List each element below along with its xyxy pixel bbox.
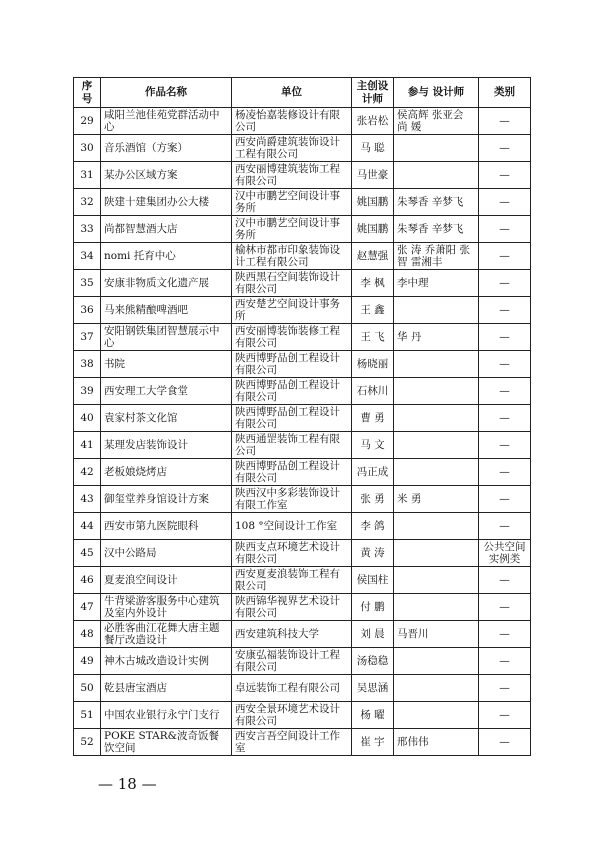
table-body	[74, 108, 531, 756]
table-row	[74, 243, 531, 270]
cell-unit: 陕西汉中多彩装饰设计有限工作室	[232, 486, 352, 513]
cell-unit: 陕西锦华视界艺术设计有限公司	[232, 594, 352, 621]
cell-unit: 陕西博野品创工程设计有限公司	[232, 351, 352, 378]
table-row	[74, 162, 531, 189]
cell-lead-designer: 曹 勇	[352, 405, 394, 432]
cell-lead-designer: 刘 晨	[352, 621, 394, 648]
cell-lead-designer: 石林川	[352, 378, 394, 405]
header-num: 序号	[74, 78, 101, 108]
cell-category: —	[479, 216, 531, 243]
cell-lead-designer: 马 聪	[352, 135, 394, 162]
cell-participant-designers	[394, 297, 479, 324]
cell-unit: 榆林市都市印象装饰设计工程有限公司	[232, 243, 352, 270]
cell-participant-designers	[394, 513, 479, 540]
cell-lead-designer: 赵慧强	[352, 243, 394, 270]
cell-work-title: 牛背梁游客服务中心建筑及室内外设计	[101, 594, 232, 621]
table-row	[74, 567, 531, 594]
cell-participant-designers: 朱琴香 辛梦飞	[394, 216, 479, 243]
cell-unit: 西安全景环境艺术设计有限公司	[232, 702, 352, 729]
cell-work-title: 神木古城改造设计实例	[101, 648, 232, 675]
table-row	[74, 540, 531, 567]
cell-work-title: 书院	[101, 351, 232, 378]
cell-num: 30	[74, 135, 101, 162]
cell-unit: 陕西黑石空间装饰设计有限公司	[232, 270, 352, 297]
cell-lead-designer: 杨 曜	[352, 702, 394, 729]
table-header-row	[74, 78, 531, 108]
cell-unit: 西安丽博建筑装饰工程有限公司	[232, 162, 352, 189]
cell-lead-designer: 吴思涵	[352, 675, 394, 702]
table-row	[74, 621, 531, 648]
cell-lead-designer: 李 枫	[352, 270, 394, 297]
table-row	[74, 432, 531, 459]
cell-participant-designers: 张 涛 乔萧阳 张 智 雷湘丰	[394, 243, 479, 270]
cell-work-title: 音乐酒馆（方案）	[101, 135, 232, 162]
cell-lead-designer: 张 勇	[352, 486, 394, 513]
cell-work-title: 马来熊精酿啤酒吧	[101, 297, 232, 324]
cell-lead-designer: 马 文	[352, 432, 394, 459]
table-row	[74, 378, 531, 405]
cell-lead-designer: 王 飞	[352, 324, 394, 351]
cell-work-title: 尚都智慧酒大店	[101, 216, 232, 243]
table-row	[74, 270, 531, 297]
cell-category: —	[479, 378, 531, 405]
cell-num: 40	[74, 405, 101, 432]
table-row	[74, 324, 531, 351]
cell-work-title: 袁家村茶文化馆	[101, 405, 232, 432]
cell-participant-designers: 邢伟伟	[394, 729, 479, 756]
cell-num: 38	[74, 351, 101, 378]
cell-participant-designers	[394, 351, 479, 378]
cell-unit: 杨凌怡嘉装修设计有限公司	[232, 108, 352, 135]
cell-category: —	[479, 135, 531, 162]
cell-participant-designers	[394, 162, 479, 189]
cell-lead-designer: 杨晓丽	[352, 351, 394, 378]
cell-lead-designer: 张岩松	[352, 108, 394, 135]
cell-unit: 陕西通罡装饰工程有限公司	[232, 432, 352, 459]
table-row	[74, 486, 531, 513]
cell-category: —	[479, 648, 531, 675]
cell-lead-designer: 冯正成	[352, 459, 394, 486]
cell-work-title: 乾县唐宝酒店	[101, 675, 232, 702]
cell-num: 42	[74, 459, 101, 486]
cell-participant-designers: 华 丹	[394, 324, 479, 351]
header-category: 类别	[479, 78, 531, 108]
cell-participant-designers	[394, 540, 479, 567]
cell-category: —	[479, 486, 531, 513]
cell-category: —	[479, 729, 531, 756]
cell-lead-designer: 汤稳稳	[352, 648, 394, 675]
cell-unit: 西安言吾空间设计工作室	[232, 729, 352, 756]
table-row	[74, 513, 531, 540]
table-row	[74, 351, 531, 378]
cell-lead-designer: 姚国鹏	[352, 189, 394, 216]
cell-work-title: 西安市第九医院眼科	[101, 513, 232, 540]
cell-num: 35	[74, 270, 101, 297]
cell-work-title: 夏麦浪空间设计	[101, 567, 232, 594]
cell-num: 51	[74, 702, 101, 729]
cell-unit: 108 °空间设计工作室	[232, 513, 352, 540]
table-row	[74, 675, 531, 702]
cell-num: 49	[74, 648, 101, 675]
cell-num: 33	[74, 216, 101, 243]
cell-work-title: POKE STAR&波奇饭餐饮空间	[101, 729, 232, 756]
cell-num: 31	[74, 162, 101, 189]
cell-participant-designers	[394, 594, 479, 621]
cell-num: 47	[74, 594, 101, 621]
cell-category: —	[479, 243, 531, 270]
cell-num: 29	[74, 108, 101, 135]
cell-num: 36	[74, 297, 101, 324]
cell-category: —	[479, 567, 531, 594]
cell-participant-designers	[394, 432, 479, 459]
table-row	[74, 702, 531, 729]
cell-work-title: 安康非物质文化遗产展	[101, 270, 232, 297]
cell-lead-designer: 崔 宇	[352, 729, 394, 756]
table-row	[74, 108, 531, 135]
cell-category: —	[479, 459, 531, 486]
cell-num: 46	[74, 567, 101, 594]
cell-work-title: nomi 托育中心	[101, 243, 232, 270]
cell-participant-designers	[394, 405, 479, 432]
table-row	[74, 189, 531, 216]
cell-unit: 卓远装饰工程有限公司	[232, 675, 352, 702]
cell-work-title: 中国农业银行永宁门支行	[101, 702, 232, 729]
cell-participant-designers: 侯高辉 张亚会 尚 媛	[394, 108, 479, 135]
cell-category: —	[479, 297, 531, 324]
cell-unit: 陕西博野品创工程设计有限公司	[232, 459, 352, 486]
table-row	[74, 648, 531, 675]
cell-participant-designers: 马晋川	[394, 621, 479, 648]
cell-category: —	[479, 108, 531, 135]
cell-participant-designers: 米 勇	[394, 486, 479, 513]
cell-lead-designer: 马世豪	[352, 162, 394, 189]
cell-unit: 陕西博野品创工程设计有限公司	[232, 405, 352, 432]
cell-num: 52	[74, 729, 101, 756]
table-row	[74, 594, 531, 621]
cell-unit: 西安建筑科技大学	[232, 621, 352, 648]
cell-unit: 西安丽博装饰装修工程有限公司	[232, 324, 352, 351]
cell-unit: 西安夏麦浪装饰工程有限公司	[232, 567, 352, 594]
cell-num: 45	[74, 540, 101, 567]
header-lead-designer: 主创设计师	[352, 78, 394, 108]
cell-participant-designers	[394, 135, 479, 162]
cell-category: —	[479, 513, 531, 540]
cell-unit: 西安楚艺空间设计事务所	[232, 297, 352, 324]
cell-category: —	[479, 324, 531, 351]
table-row	[74, 459, 531, 486]
cell-lead-designer: 姚国鹏	[352, 216, 394, 243]
table-row	[74, 405, 531, 432]
cell-work-title: 咸阳兰池佳苑党群活动中心	[101, 108, 232, 135]
cell-num: 41	[74, 432, 101, 459]
cell-num: 50	[74, 675, 101, 702]
cell-unit: 汉中市鹏艺空间设计事务所	[232, 216, 352, 243]
cell-unit: 安康弘福装饰设计工程有限公司	[232, 648, 352, 675]
cell-participant-designers: 朱琴香 辛梦飞	[394, 189, 479, 216]
cell-participant-designers	[394, 459, 479, 486]
cell-work-title: 御玺堂养身馆设计方案	[101, 486, 232, 513]
cell-work-title: 某理发店装饰设计	[101, 432, 232, 459]
cell-lead-designer: 付 鹏	[352, 594, 394, 621]
cell-work-title: 必胜客曲江花舞大唐主题餐厅改造设计	[101, 621, 232, 648]
cell-lead-designer: 黄 涛	[352, 540, 394, 567]
cell-num: 37	[74, 324, 101, 351]
award-table	[73, 77, 531, 756]
cell-category: —	[479, 432, 531, 459]
header-participant-designer: 参与 设计师	[394, 78, 479, 108]
cell-lead-designer: 李 鸽	[352, 513, 394, 540]
cell-num: 39	[74, 378, 101, 405]
table-row	[74, 729, 531, 756]
cell-category: —	[479, 702, 531, 729]
cell-category: —	[479, 594, 531, 621]
cell-category: —	[479, 270, 531, 297]
cell-num: 44	[74, 513, 101, 540]
cell-category: —	[479, 675, 531, 702]
cell-num: 32	[74, 189, 101, 216]
table-row	[74, 297, 531, 324]
header-work: 作品名称	[101, 78, 232, 108]
cell-num: 43	[74, 486, 101, 513]
cell-category: —	[479, 189, 531, 216]
cell-work-title: 汉中公路局	[101, 540, 232, 567]
page-number: — 18 —	[98, 775, 157, 793]
cell-participant-designers	[394, 675, 479, 702]
cell-participant-designers: 李中理	[394, 270, 479, 297]
cell-category: —	[479, 405, 531, 432]
document-sheet	[73, 77, 530, 756]
cell-work-title: 某办公区域方案	[101, 162, 232, 189]
cell-unit: 陕西支点环境艺术设计有限公司	[232, 540, 352, 567]
cell-category: 公共空间实例类	[479, 540, 531, 567]
header-unit: 单位	[232, 78, 352, 108]
cell-num: 48	[74, 621, 101, 648]
cell-work-title: 陕建十建集团办公大楼	[101, 189, 232, 216]
cell-category: —	[479, 351, 531, 378]
table-row	[74, 135, 531, 162]
cell-participant-designers	[394, 378, 479, 405]
cell-participant-designers	[394, 567, 479, 594]
cell-participant-designers	[394, 702, 479, 729]
cell-category: —	[479, 621, 531, 648]
cell-lead-designer: 侯国柱	[352, 567, 394, 594]
table-row	[74, 216, 531, 243]
cell-unit: 汉中市鹏艺空间设计事务所	[232, 189, 352, 216]
cell-category: —	[479, 162, 531, 189]
cell-unit: 西安尚爵建筑装饰设计工程有限公司	[232, 135, 352, 162]
cell-work-title: 安阳钢铁集团智慧展示中心	[101, 324, 232, 351]
cell-num: 34	[74, 243, 101, 270]
cell-unit: 陕西博野品创工程设计有限公司	[232, 378, 352, 405]
cell-work-title: 西安理工大学食堂	[101, 378, 232, 405]
cell-participant-designers	[394, 648, 479, 675]
cell-lead-designer: 王 鑫	[352, 297, 394, 324]
cell-work-title: 老板娘烧烤店	[101, 459, 232, 486]
